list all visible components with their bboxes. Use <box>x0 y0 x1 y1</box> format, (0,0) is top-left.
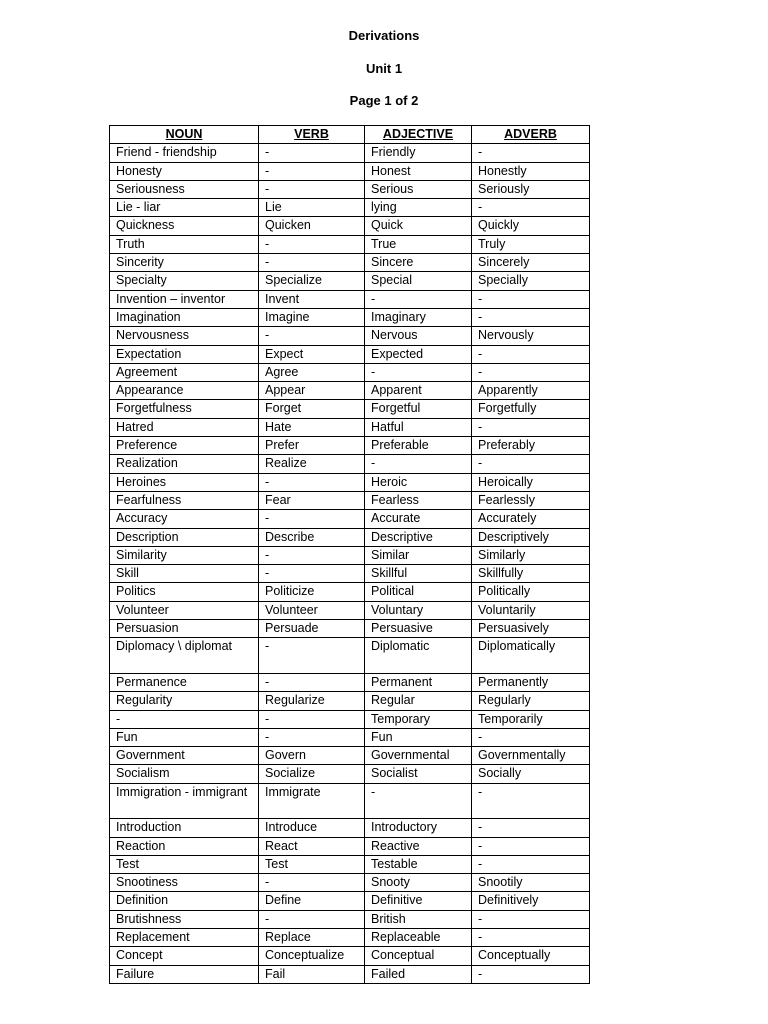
table-header-row <box>110 126 590 144</box>
table-row <box>110 327 590 345</box>
verb-cell: React <box>259 837 365 855</box>
adverb-cell: Temporarily <box>472 710 590 728</box>
adverb-cell: - <box>472 783 590 819</box>
verb-cell: - <box>259 673 365 691</box>
adjective-cell: lying <box>365 199 472 217</box>
adverb-cell: Definitively <box>472 892 590 910</box>
unit-label: Unit 1 <box>365 61 403 76</box>
table-row <box>110 710 590 728</box>
noun-cell: Preference <box>110 437 259 455</box>
adjective-cell: Skillful <box>365 565 472 583</box>
adjective-cell: Hatful <box>365 418 472 436</box>
noun-cell: Specialty <box>110 272 259 290</box>
noun-cell: Immigration - immigrant <box>110 783 259 819</box>
verb-cell: - <box>259 254 365 272</box>
adverb-cell: - <box>472 929 590 947</box>
verb-cell: - <box>259 728 365 746</box>
noun-cell: Replacement <box>110 929 259 947</box>
noun-cell: Hatred <box>110 418 259 436</box>
adverb-cell: Skillfully <box>472 565 590 583</box>
verb-cell: Imagine <box>259 308 365 326</box>
verb-cell: Govern <box>259 747 365 765</box>
table-row <box>110 473 590 491</box>
verb-cell: Specialize <box>259 272 365 290</box>
table-body <box>110 144 590 984</box>
table-row <box>110 819 590 837</box>
noun-cell: Appearance <box>110 382 259 400</box>
adverb-cell: Descriptively <box>472 528 590 546</box>
adjective-cell: Snooty <box>365 874 472 892</box>
verb-cell: Fail <box>259 965 365 983</box>
table-row <box>110 455 590 473</box>
noun-cell: Realization <box>110 455 259 473</box>
page-indicator: Page 1 of 2 <box>349 93 419 108</box>
table-row <box>110 491 590 509</box>
adjective-cell: Quick <box>365 217 472 235</box>
noun-cell: Heroines <box>110 473 259 491</box>
verb-cell: - <box>259 235 365 253</box>
adverb-cell: Conceptually <box>472 947 590 965</box>
verb-cell: - <box>259 144 365 162</box>
adjective-cell: Preferable <box>365 437 472 455</box>
verb-cell: - <box>259 546 365 564</box>
adjective-cell: Introductory <box>365 819 472 837</box>
noun-cell: Forgetfulness <box>110 400 259 418</box>
noun-cell: Test <box>110 855 259 873</box>
verb-cell: Volunteer <box>259 601 365 619</box>
adverb-cell: Heroically <box>472 473 590 491</box>
table-row <box>110 947 590 965</box>
table-row <box>110 692 590 710</box>
table-row <box>110 765 590 783</box>
adjective-cell: - <box>365 783 472 819</box>
adjective-cell: Nervous <box>365 327 472 345</box>
table-row <box>110 728 590 746</box>
adjective-cell: True <box>365 235 472 253</box>
verb-cell: Conceptualize <box>259 947 365 965</box>
verb-cell: - <box>259 910 365 928</box>
verb-cell: Agree <box>259 363 365 381</box>
adverb-cell: Sincerely <box>472 254 590 272</box>
noun-cell: Quickness <box>110 217 259 235</box>
noun-cell: Introduction <box>110 819 259 837</box>
noun-cell: Seriousness <box>110 180 259 198</box>
table-row <box>110 418 590 436</box>
table-row <box>110 290 590 308</box>
table-row <box>110 235 590 253</box>
verb-cell: Socialize <box>259 765 365 783</box>
noun-cell: Fun <box>110 728 259 746</box>
noun-cell: Socialism <box>110 765 259 783</box>
adjective-cell: Reactive <box>365 837 472 855</box>
noun-cell: Politics <box>110 583 259 601</box>
adverb-cell: - <box>472 819 590 837</box>
table-row <box>110 510 590 528</box>
adjective-cell: Definitive <box>365 892 472 910</box>
adverb-cell: Socially <box>472 765 590 783</box>
document-title: Derivations <box>348 28 420 43</box>
adjective-cell: Fun <box>365 728 472 746</box>
adjective-cell: Similar <box>365 546 472 564</box>
adverb-cell: - <box>472 345 590 363</box>
adjective-cell: Serious <box>365 180 472 198</box>
adverb-cell: Persuasively <box>472 620 590 638</box>
noun-cell: Skill <box>110 565 259 583</box>
verb-cell: Hate <box>259 418 365 436</box>
verb-cell: Regularize <box>259 692 365 710</box>
adverb-cell: Similarly <box>472 546 590 564</box>
verb-cell: Forget <box>259 400 365 418</box>
table-row <box>110 144 590 162</box>
table-row <box>110 254 590 272</box>
table-row <box>110 345 590 363</box>
header-noun: NOUN <box>110 126 259 144</box>
table-row <box>110 929 590 947</box>
adverb-cell: - <box>472 455 590 473</box>
adjective-cell: Political <box>365 583 472 601</box>
adverb-cell: Permanently <box>472 673 590 691</box>
table-row <box>110 437 590 455</box>
table-row <box>110 855 590 873</box>
noun-cell: Truth <box>110 235 259 253</box>
verb-cell: Expect <box>259 345 365 363</box>
adjective-cell: Descriptive <box>365 528 472 546</box>
adjective-cell: Heroic <box>365 473 472 491</box>
noun-cell: Permanence <box>110 673 259 691</box>
noun-cell: Invention – inventor <box>110 290 259 308</box>
adverb-cell: - <box>472 855 590 873</box>
noun-cell: Definition <box>110 892 259 910</box>
verb-cell: - <box>259 510 365 528</box>
noun-cell: Volunteer <box>110 601 259 619</box>
derivations-table <box>109 125 590 984</box>
adverb-cell: Diplomatically <box>472 638 590 674</box>
noun-cell: Description <box>110 528 259 546</box>
table-row <box>110 272 590 290</box>
adjective-cell: Forgetful <box>365 400 472 418</box>
adverb-cell: Forgetfully <box>472 400 590 418</box>
noun-cell: Lie - liar <box>110 199 259 217</box>
adjective-cell: Replaceable <box>365 929 472 947</box>
table-row <box>110 673 590 691</box>
noun-cell: - <box>110 710 259 728</box>
table-row <box>110 910 590 928</box>
header-verb: VERB <box>259 126 365 144</box>
table-row <box>110 965 590 983</box>
adjective-cell: Permanent <box>365 673 472 691</box>
verb-cell: - <box>259 565 365 583</box>
noun-cell: Accuracy <box>110 510 259 528</box>
table-row <box>110 400 590 418</box>
table-row <box>110 601 590 619</box>
adverb-cell: Fearlessly <box>472 491 590 509</box>
noun-cell: Reaction <box>110 837 259 855</box>
adverb-cell: - <box>472 308 590 326</box>
adverb-cell: - <box>472 144 590 162</box>
adverb-cell: Truly <box>472 235 590 253</box>
adjective-cell: Conceptual <box>365 947 472 965</box>
verb-cell: - <box>259 638 365 674</box>
adverb-cell: Snootily <box>472 874 590 892</box>
adjective-cell: Testable <box>365 855 472 873</box>
verb-cell: Replace <box>259 929 365 947</box>
adjective-cell: Fearless <box>365 491 472 509</box>
adverb-cell: - <box>472 837 590 855</box>
adjective-cell: Governmental <box>365 747 472 765</box>
adverb-cell: Seriously <box>472 180 590 198</box>
table-row <box>110 199 590 217</box>
noun-cell: Agreement <box>110 363 259 381</box>
table-row <box>110 747 590 765</box>
adverb-cell: Specially <box>472 272 590 290</box>
noun-cell: Diplomacy \ diplomat <box>110 638 259 674</box>
adverb-cell: - <box>472 418 590 436</box>
adjective-cell: - <box>365 290 472 308</box>
noun-cell: Persuasion <box>110 620 259 638</box>
table-row <box>110 874 590 892</box>
adjective-cell: Diplomatic <box>365 638 472 674</box>
noun-cell: Nervousness <box>110 327 259 345</box>
adjective-cell: Expected <box>365 345 472 363</box>
adjective-cell: Apparent <box>365 382 472 400</box>
verb-cell: Introduce <box>259 819 365 837</box>
adjective-cell: - <box>365 455 472 473</box>
noun-cell: Friend - friendship <box>110 144 259 162</box>
verb-cell: Define <box>259 892 365 910</box>
noun-cell: Concept <box>110 947 259 965</box>
adverb-cell: Voluntarily <box>472 601 590 619</box>
table-row <box>110 363 590 381</box>
noun-cell: Honesty <box>110 162 259 180</box>
verb-cell: Appear <box>259 382 365 400</box>
noun-cell: Sincerity <box>110 254 259 272</box>
table-row <box>110 783 590 819</box>
table-row <box>110 620 590 638</box>
verb-cell: Lie <box>259 199 365 217</box>
adverb-cell: - <box>472 363 590 381</box>
adjective-cell: Honest <box>365 162 472 180</box>
table-row <box>110 308 590 326</box>
verb-cell: Describe <box>259 528 365 546</box>
adjective-cell: Sincere <box>365 254 472 272</box>
noun-cell: Failure <box>110 965 259 983</box>
adverb-cell: - <box>472 290 590 308</box>
table-row <box>110 546 590 564</box>
noun-cell: Regularity <box>110 692 259 710</box>
adverb-cell: Regularly <box>472 692 590 710</box>
adjective-cell: Failed <box>365 965 472 983</box>
adverb-cell: - <box>472 910 590 928</box>
adjective-cell: Special <box>365 272 472 290</box>
adverb-cell: Nervously <box>472 327 590 345</box>
table-row <box>110 565 590 583</box>
noun-cell: Snootiness <box>110 874 259 892</box>
verb-cell: - <box>259 874 365 892</box>
adjective-cell: Regular <box>365 692 472 710</box>
noun-cell: Fearfulness <box>110 491 259 509</box>
adverb-cell: Quickly <box>472 217 590 235</box>
noun-cell: Similarity <box>110 546 259 564</box>
adjective-cell: Accurate <box>365 510 472 528</box>
noun-cell: Imagination <box>110 308 259 326</box>
header-adjective: ADJECTIVE <box>365 126 472 144</box>
verb-cell: - <box>259 327 365 345</box>
table-row <box>110 217 590 235</box>
verb-cell: Immigrate <box>259 783 365 819</box>
adjective-cell: Temporary <box>365 710 472 728</box>
header-adverb: ADVERB <box>472 126 590 144</box>
adverb-cell: Apparently <box>472 382 590 400</box>
adjective-cell: Socialist <box>365 765 472 783</box>
verb-cell: - <box>259 162 365 180</box>
adverb-cell: Accurately <box>472 510 590 528</box>
verb-cell: Persuade <box>259 620 365 638</box>
adverb-cell: - <box>472 965 590 983</box>
table-row <box>110 837 590 855</box>
verb-cell: Realize <box>259 455 365 473</box>
adjective-cell: Voluntary <box>365 601 472 619</box>
adverb-cell: - <box>472 728 590 746</box>
adverb-cell: - <box>472 199 590 217</box>
adjective-cell: Persuasive <box>365 620 472 638</box>
table-row <box>110 583 590 601</box>
adverb-cell: Politically <box>472 583 590 601</box>
adjective-cell: Friendly <box>365 144 472 162</box>
adjective-cell: - <box>365 363 472 381</box>
verb-cell: Politicize <box>259 583 365 601</box>
table-row <box>110 162 590 180</box>
noun-cell: Brutishness <box>110 910 259 928</box>
adjective-cell: Imaginary <box>365 308 472 326</box>
verb-cell: - <box>259 710 365 728</box>
table-row <box>110 528 590 546</box>
table-row <box>110 638 590 674</box>
adverb-cell: Honestly <box>472 162 590 180</box>
table-row <box>110 180 590 198</box>
adverb-cell: Preferably <box>472 437 590 455</box>
table-row <box>110 892 590 910</box>
verb-cell: Test <box>259 855 365 873</box>
verb-cell: Quicken <box>259 217 365 235</box>
verb-cell: Invent <box>259 290 365 308</box>
noun-cell: Government <box>110 747 259 765</box>
noun-cell: Expectation <box>110 345 259 363</box>
verb-cell: - <box>259 473 365 491</box>
table-row <box>110 382 590 400</box>
adjective-cell: British <box>365 910 472 928</box>
verb-cell: - <box>259 180 365 198</box>
verb-cell: Fear <box>259 491 365 509</box>
verb-cell: Prefer <box>259 437 365 455</box>
adverb-cell: Governmentally <box>472 747 590 765</box>
